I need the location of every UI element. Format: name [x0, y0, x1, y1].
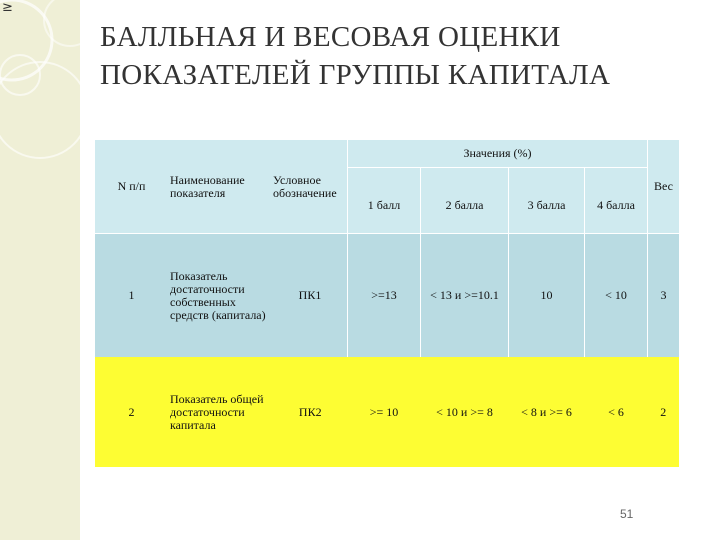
row-1-num: 1	[95, 234, 168, 358]
slide-title	[100, 18, 700, 94]
header-weight: Вес	[648, 140, 680, 234]
header-name: Наименование показателя	[168, 140, 273, 234]
header-num: N п/п	[95, 140, 168, 234]
row-2-code: ПК2	[273, 357, 348, 467]
row-2-weight: 2	[648, 357, 680, 467]
page-number: 51	[620, 507, 634, 521]
table-header-row-top	[95, 140, 679, 168]
row-1-score-3: 10	[509, 234, 585, 358]
header-score-4: 4 балла	[585, 168, 648, 234]
header-score-1: 1 балл	[348, 168, 421, 234]
decorative-sidebar	[0, 0, 80, 540]
header-score-2: 2 балла	[421, 168, 509, 234]
row-1-code: ПК1	[273, 234, 348, 358]
row-1-score-1: >=13	[348, 234, 421, 358]
scores-table	[95, 140, 679, 467]
row-1-name: Показатель достаточности собственных средств (капитала)	[168, 234, 273, 358]
row-1-score-4: < 10	[585, 234, 648, 358]
row-2-score-1: >= 10	[348, 357, 421, 467]
header-code: Условное обозначение	[273, 140, 348, 234]
decorative-circles-graphic	[0, 0, 80, 540]
table-row	[95, 357, 679, 467]
row-2-score-4: < 6	[585, 357, 648, 467]
title-line-2: ПОКАЗАТЕЛЕЙ ГРУППЫ КАПИТАЛА	[100, 59, 611, 91]
header-values-group: Значения (%)	[348, 140, 648, 168]
row-1-score-2: < 13 и >=10.1	[421, 234, 509, 358]
row-2-num: 2	[95, 357, 168, 467]
header-score-3: 3 балла	[509, 168, 585, 234]
row-2-name: Показатель общей достаточности капитала	[168, 357, 273, 467]
row-1-weight: 3	[648, 234, 680, 358]
table-row	[95, 234, 679, 358]
row-2-score-3: < 8 и >= 6	[509, 357, 585, 467]
row-2-score-2: < 10 и >= 8	[421, 357, 509, 467]
corner-mark: ≥	[2, 0, 13, 15]
title-line-1: БАЛЛЬНАЯ И ВЕСОВАЯ ОЦЕНКИ	[100, 21, 561, 53]
